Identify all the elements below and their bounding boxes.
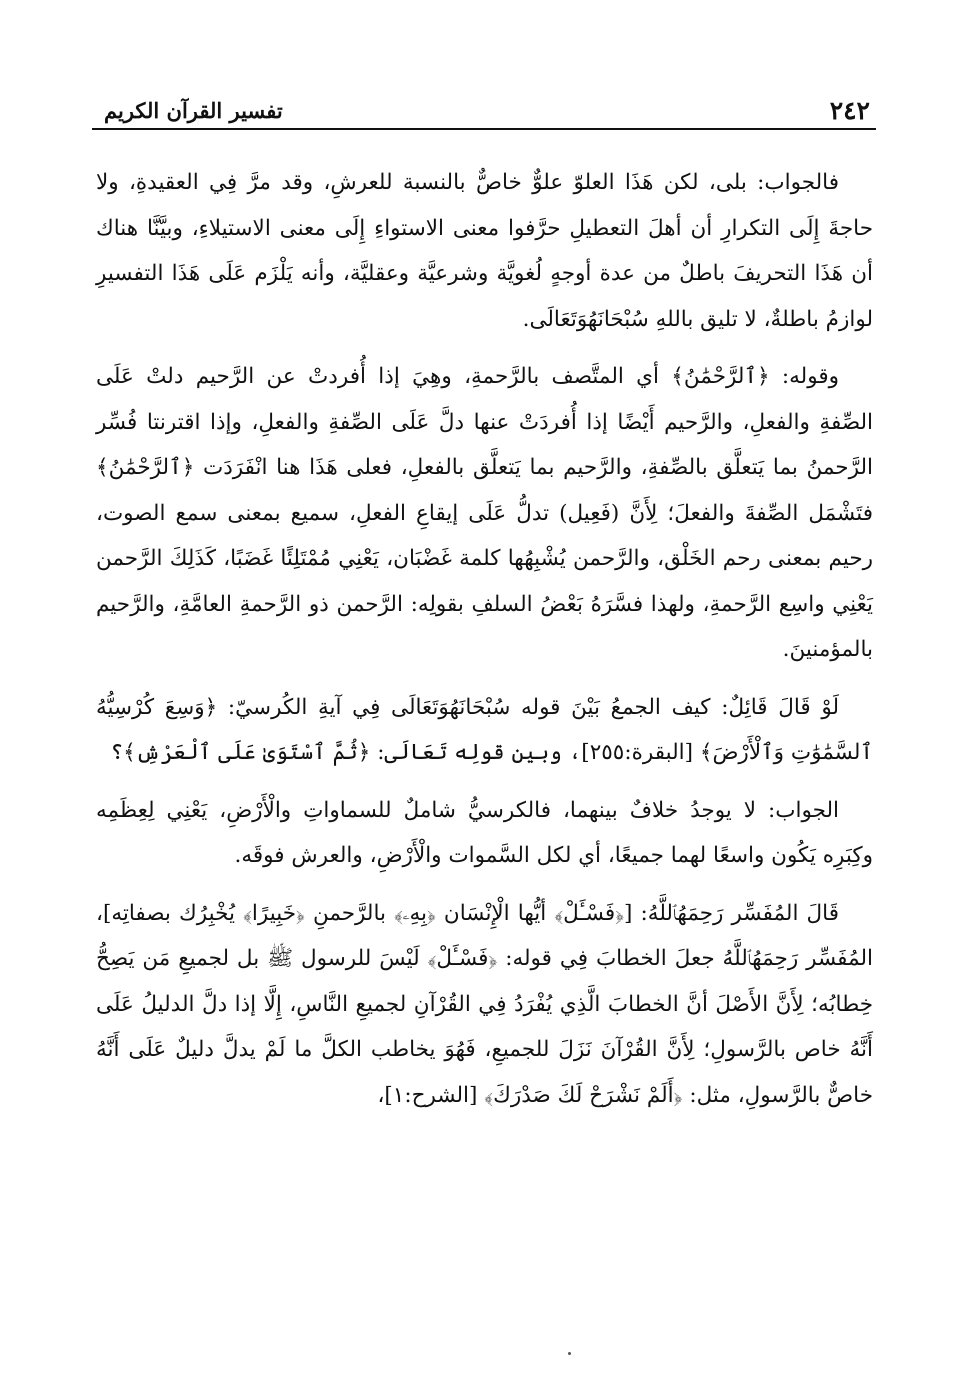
paragraph-answer-elevation: فالجواب: بلى، لكن هَذَا العلوّ علوٌّ خاصٌّ بالنسبة للعرشِ، وقد مرَّ فِي العقيدةِ، ولا حاجةَ إِلَى التكرارِ أن أهلَ التعطيلِ حرَّفوا معنى الاستواءِ إِلَى معنى الاستيلاءِ، وبيَّنَّا هناك أن هَذَا التحريفَ باطلٌ من عدة أوجهٍ لُغويَّة وشرعيَّة وعقليَّة، وأنه يَلْزَم عَلَى هَذَا التفسيرِ لوازمُ باطلةٌ، لا تليق باللهِ سُبْحَانَهُوَتَعَالَى.: [96, 170, 873, 332]
body-text: [96, 160, 873, 1130]
page-header: [92, 90, 876, 130]
header-divider: [92, 128, 876, 130]
paragraph-mufassir-khabir: قَالَ المُفَسِّر رَحِمَهُٱللَّهُ: [﴿فَسْـَٔلْ﴾ أيُّها الْإِنْسَان ﴿بِهِۦ﴾ بالرَّحمنِ ﴿خَبِيرًا﴾ يُخْبِرُك بصفاتِه]، المُفَسِّر رَحِمَهُٱللَّهُ جعلَ الخطابَ فِي قوله: ﴿فَسْـَٔلْ﴾ لَيْسَ للرسول ﷺ بل لجميعِ مَن يَصِحُّ خِطابُه؛ لِأَنَّ الأَصْلَ أنَّ الخطابَ الَّذِي يُفْرَدُ فِي القُرْآنِ لجميعِ النَّاسِ، إِلَّا إذا دلَّ الدليلُ عَلَى أَنَّهُ خاص بالرَّسولِ؛ لِأَنَّ القُرْآنَ نَزَلَ للجميعِ، فَهُوَ يخاطب الكلَّ ما لَمْ يدلَّ دليلٌ عَلَى أَنَّهُ خاصٌّ بالرَّسولِ، مثل: ﴿أَلَمْ نَشْرَحْ لَكَ صَدْرَكَ﴾ [الشرح:١]،: [96, 900, 873, 1108]
scan-dot: [568, 1352, 571, 1355]
paragraph-question-kursi: لَوْ قَالَ قَائِلٌ: كيف الجمعُ بَيْنَ قوله سُبْحَانَهُوَتَعَالَى فِي آيةِ الكُرسيّ: ﴿وَسِعَ كُرْسِيُّهُ ٱلسَّمَٰوَٰتِ وَٱلْأَرْضَ﴾ [البقرة:٢٥٥]، وبين قولِه تَعَالَى: ﴿ثُمَّ ٱسْتَوَىٰ عَلَى ٱلْعَرْشِ﴾؟: [96, 694, 873, 765]
paragraph-answer-kursi: الجواب: لا يوجدُ خلافٌ بينهما، فالكرسيُّ شاملٌ للسماواتِ والْأَرْضِ، يَعْنِي لِعِظَمِه وكِبَرِه يَكُون واسعًا لهما جميعًا، أي لكل السَّموات والْأَرْضِ، والعرش فوقَه.: [96, 797, 873, 868]
paragraph-al-rahman: وقوله: ﴿ٱلرَّحْمَٰنُ﴾ أي المتَّصف بالرَّحمةِ، وهِيَ إذا أُفردتْ عن الرَّحيم دلتْ عَلَى الصِّفةِ والفعلِ، والرَّحيم أَيْضًا إذا أُفردَتْ عنها دلَّ عَلَى الصِّفةِ والفعلِ، وإذا اقترنتا فُسِّر الرَّحمنُ بما يَتعلَّق بالصِّفةِ، والرَّحيم بما يَتعلَّق بالفعلِ، فعلى هَذَا هنا انْفَرَدَت ﴿ٱلرَّحْمَٰنُ﴾ فتَشْمَل الصِّفةَ والفعلَ؛ لِأَنَّ (فَعِيل) تدلُّ عَلَى إيقاعِ الفعلِ، سميع بمعنى سمع الصوت، رحيم بمعنى رحم الخَلْق، والرَّحمن يُشْبِهُها كلمة غَضْبَان، يَعْنِي مُمْتَلِئًا غَضَبًا، كَذَلِكَ الرَّحمن يَعْنِي واسِع الرَّحمةِ، ولهذا فسَّرَهُ بَعْضُ السلفِ بقولِه: الرَّحمن ذو الرَّحمةِ العامَّةِ، والرَّحيم بالمؤمنينَ.: [96, 364, 873, 662]
running-title: تفسير القرآن الكريم: [104, 98, 283, 123]
page-number: ٢٤٢: [829, 96, 870, 125]
